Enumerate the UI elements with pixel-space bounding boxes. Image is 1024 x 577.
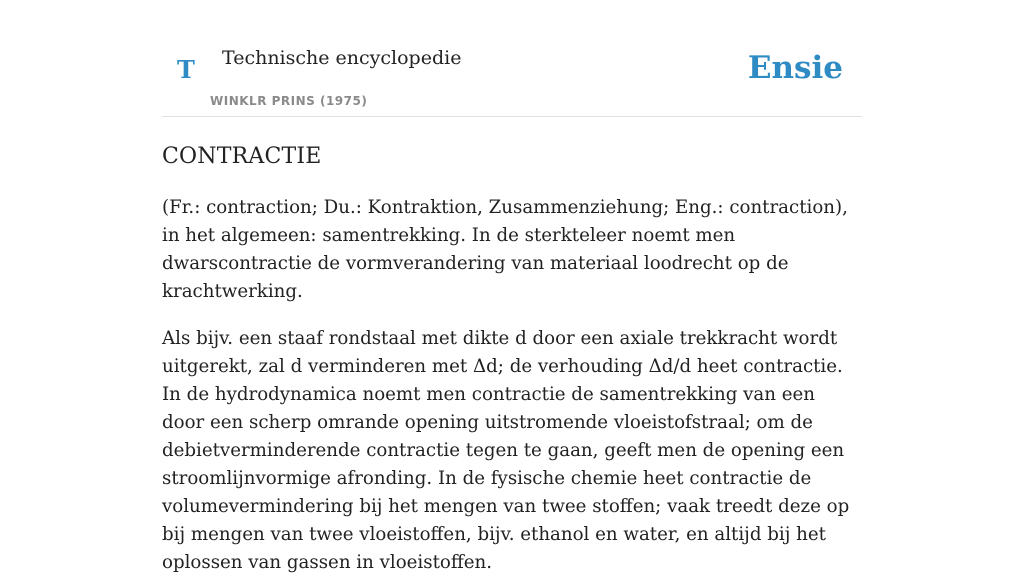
article-paragraph: Als bijv. een staaf rondstaal met dikte d door een axiale trekkracht wordt uitgerekt, zal d verminderen met Δd; de verhouding Δd/d heet contractie. In de hydrodynamica noemt men contractie de samentrekking van een door een scherp omrande opening uitstromende vloeistofstraal; om de debietverminderende contractie tegen te gaan, geeft men de opening een stroomlijnvormige afronding. In de fysische chemie heet contractie de volumevermindering bij het mengen van twee stoffen; vaak treedt deze op bij mengen van twee vloeistoffen, bijv. ethanol en water, en altijd bij het oplossen van gassen in vloeistoffen. [162, 328, 850, 573]
page-content [162, 0, 862, 577]
article-title: CONTRACTIE [162, 144, 322, 169]
ensie-logo[interactable]: Ensie [747, 50, 843, 86]
book-header [162, 0, 862, 117]
book-subtitle: WINKLR PRINS (1975) [210, 94, 368, 108]
article-paragraph: (Fr.: contraction; Du.: Kontraktion, Zusammenziehung; Eng.: contraction), in het algemeen: samentrekking. In de sterkteleer noemt men dwarscontractie de vormverandering van materiaal loodrecht op de krachtwerking. [162, 197, 848, 302]
book-title-link[interactable]: Technische encyclopedie [222, 47, 462, 69]
book-initial-icon[interactable]: T [177, 55, 195, 84]
